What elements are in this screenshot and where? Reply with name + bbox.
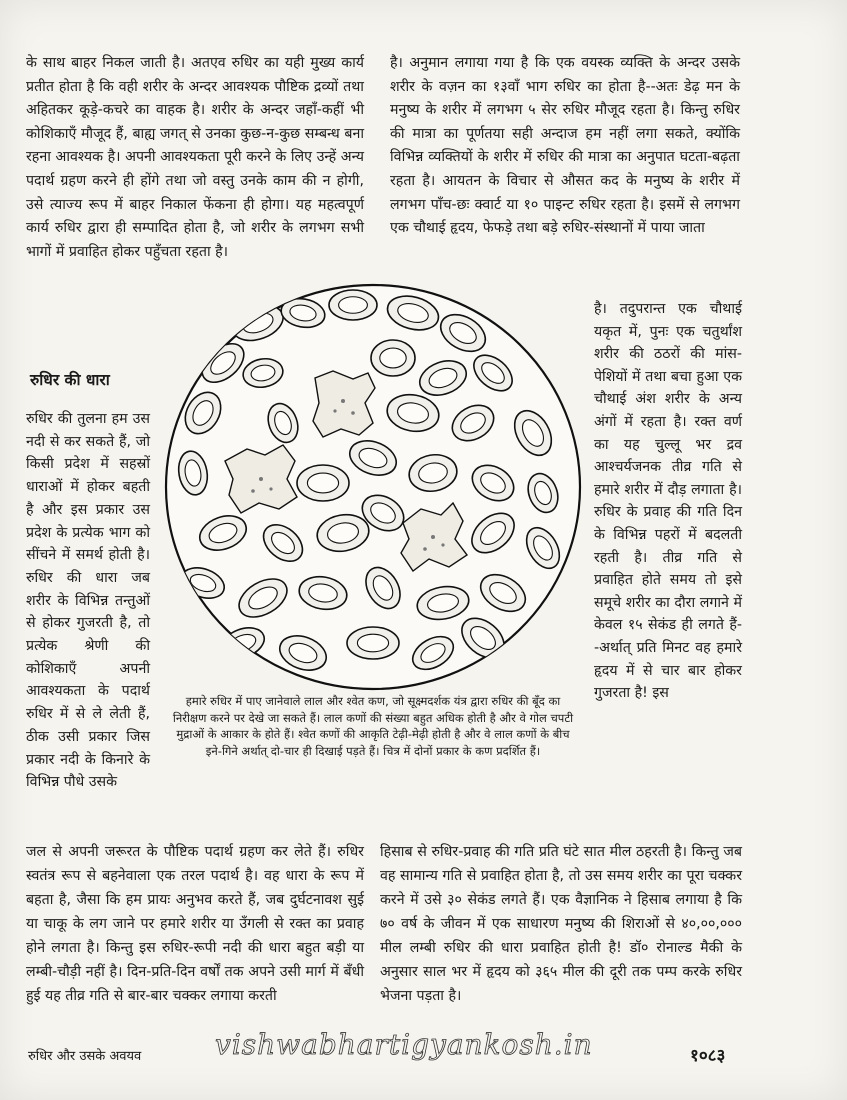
red-cell: [297, 465, 349, 501]
red-cell: [329, 290, 377, 320]
blood-cells-illustration: [163, 283, 583, 693]
text-column-right-narrow: है। तदुपरान्त एक चौथाई यकृत में, पुनः एक चतुर्थांश शरीर की ठठरों की मांस-पेशियों में तथा बचा हुआ एक चौथाई अंश शरीर के अन्य अंगों में रहता है। रक्त वर्ण का यह चुल्लू भर द्रव आश्चर्यजनक तीव्र गति से हमारे शरीर में दौड़ लगाता है। रुधिर के प्रवाह की गति दिन के विभिन्न पहरों में बदलती रहती है। तीव्र गति से प्रवाहित होते समय तो इसे समूचे शरीर का दौरा लगाने में केवल १५ सेकंड ही लगते हैं--अर्थात् प्रति मिनट वह हमारे हृदय में से चार बार होकर गुजरता है! इस: [594, 301, 742, 702]
red-cell: [347, 627, 399, 659]
red-cell: [371, 340, 415, 376]
section-heading: रुधिर की धारा: [30, 371, 110, 389]
text-column-left-narrow: रुधिर की तुलना हम उस नदी से कर सकते हैं, जो किसी प्रदेश में सहस्रों धाराओं में होकर बहती है और इस प्रकार उस प्रदेश के प्रत्येक भाग को सींचने में समर्थ होती है। रुधिर की धारा जब शरीर के विभिन्न तन्तुओं से होकर गुजरती है, तो प्रत्येक श्रेणी की कोशिकाएँ अपनी आवश्यकता के पदार्थ रुधिर में से ले लेती हैं, ठीक उसी प्रकार जिस प्रकार नदी के किनारे के विभिन्न पौधे उसके: [26, 411, 150, 791]
page-number: १०८३: [690, 1046, 726, 1066]
text-column-left-top: के साथ बाहर निकल जाती है। अतएव रुधिर का यही मुख्य कार्य प्रतीत होता है कि वही शरीर के अन्दर आवश्यक पौष्टिक द्रव्यों तथा अहितकर कूड़े-कचरे का वाहक है। शरीर के अन्दर जहाँ-कहीं भी कोशिकाएँ मौजूद हैं, बाह्य जगत् से उनका कुछ-न-कुछ सम्बन्ध बना रहना आवश्यक है। अपनी आवश्यकता पूरी करने के लिए उन्हें अन्य पदार्थ ग्रहण करने ही होंगे तथा जो वस्तु उनके काम की न होगी, उसे त्याज्य रूप में बाहर निकाल फेंकना ही होगा। यह महत्वपूर्ण कार्य रुधिर द्वारा ही सम्पादित होता है, जो शरीर के लगभग सभी भागों में प्रवाहित होकर पहुँचता रहता है।: [26, 55, 364, 260]
white-cell-shape: [313, 371, 375, 437]
text-column-bottom-left: जल से अपनी जरूरत के पौष्टिक पदार्थ ग्रहण कर लेते हैं। रुधिर स्वतंत्र रूप से बहनेवाला एक तरल पदार्थ है। वह धारा के रूप में बहता है, जैसा कि हम प्रायः अनुभव करते हैं, जब दुर्घटनावश सुई या चाकू के लग जाने पर हमारे शरीर या उँगली से रक्त का प्रवाह होने लगता है। किन्तु इस रुधिर-रूपी नदी की धारा बहुत बड़ी या लम्बी-चौड़ी नहीं है। दिन-प्रति-दिन वर्षों तक अपने उसी मार्ग में बँधी हुई यह तीव्र गति से बार-बार चक्कर लगाया करती: [26, 844, 364, 1004]
watermark: vishwabhartigyankosh.in: [215, 1028, 593, 1061]
footer-chapter-title: रुधिर और उसके अवयव: [28, 1049, 142, 1064]
text-column-bottom-right: हिसाब से रुधिर-प्रवाह की गति प्रति घंटे सात मील ठहरती है। किन्तु जब वह सामान्य गति से प्रवाहित होता है, तो उस समय शरीर का पूरा चक्कर करने में उसे ३० सेकंड लगते हैं। एक वैज्ञानिक ने हिसाब लगाया है कि ७० वर्ष के जीवन में एक साधारण मनुष्य की शिराओं से ४०,००,००० मील लम्बी रुधिर की धारा प्रवाहित होती है! डॉ० रोनाल्ड मैकी के अनुसार साल भर में हृदय को ३६५ मील की दूरी तक पम्प करके रुधिर भेजना पड़ता है।: [380, 844, 742, 1004]
text-column-right-top: है। अनुमान लगाया गया है कि एक वयस्क व्यक्ति के अन्दर उसके शरीर के वज़न का १३वाँ भाग रुधिर का होता है--अतः डेढ़ मन के मनुष्य के शरीर में लगभग ५ सेर रुधिर मौजूद रहता है। किन्तु रुधिर की मात्रा का पूर्णतया सही अन्दाज हम नहीं लगा सकते, क्योंकि विभिन्न व्यक्तियों के शरीर में रुधिर की मात्रा का अनुपात घटता-बढ़ता रहता है। आयतन के विचार से औसत कद के मनुष्य के शरीर में लगभग पाँच-छः क्वार्ट या १० पाइन्ट रुधिर रहता है। इसमें से लगभग एक चौथाई हृदय, फेफड़े तथा बड़े रुधिर-संस्थानों में पाया जाता: [390, 55, 740, 237]
figure-caption: हमारे रुधिर में पाए जानेवाले लाल और श्वेत कण, जो सूक्ष्मदर्शक यंत्र द्वारा रुधिर की बूँद का निरीक्षण करने पर देखे जा सकते हैं। लाल कणों की संख्या बहुत अधिक होती है और वे गोल चपटी मुद्राओं के आकार के होते हैं। श्वेत कणों की आकृति टेढ़ी-मेढ़ी होती है और वे लाल कणों के बीच इने-गिने अर्थात् दो-चार ही दिखाई पड़ते हैं। चित्र में दोनों प्रकार के कण प्रदर्शित हैं।: [172, 694, 574, 758]
